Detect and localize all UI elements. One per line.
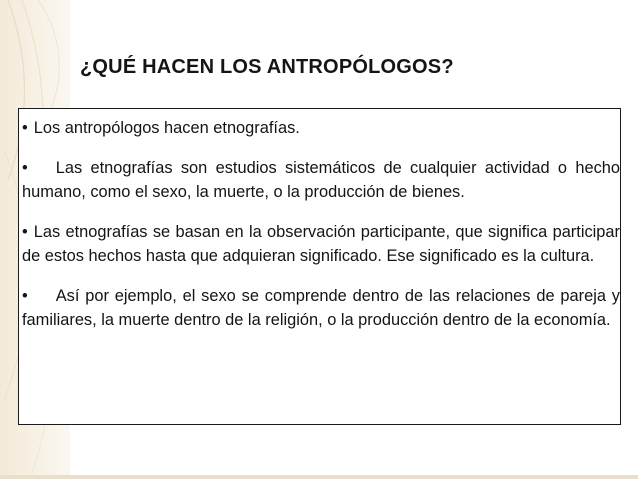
bullet-item	[22, 156, 620, 204]
bullet-text: Así por ejemplo, el sexo se comprende dentro de las relaciones de pareja y familiares, la muerte dentro de la religión, o la producción dentro de la economía.	[22, 287, 620, 329]
bottom-decorative-line	[0, 475, 638, 479]
bullet-item	[22, 116, 620, 140]
bullet-list	[22, 116, 620, 348]
bullet-text: Las etnografías son estudios sistemáticos de cualquier actividad o hecho humano, como el sexo, la muerte, o la producción de bienes.	[22, 159, 620, 201]
bullet-text: Los antropólogos hacen etnografías.	[33, 119, 300, 137]
bullet-item	[22, 220, 620, 268]
bullet-item	[22, 284, 620, 332]
bullet-symbol: •	[22, 287, 28, 305]
bullet-text: Las etnografías se basan en la observación participante, que significa participar de estos hechos hasta que adquieran significado. Ese significado es la cultura.	[22, 223, 620, 265]
bullet-symbol: •	[22, 159, 28, 177]
bullet-symbol: •	[22, 223, 28, 241]
slide-title: ¿QUÉ HACEN LOS ANTROPÓLOGOS?	[80, 56, 454, 78]
bullet-symbol: •	[22, 119, 28, 137]
